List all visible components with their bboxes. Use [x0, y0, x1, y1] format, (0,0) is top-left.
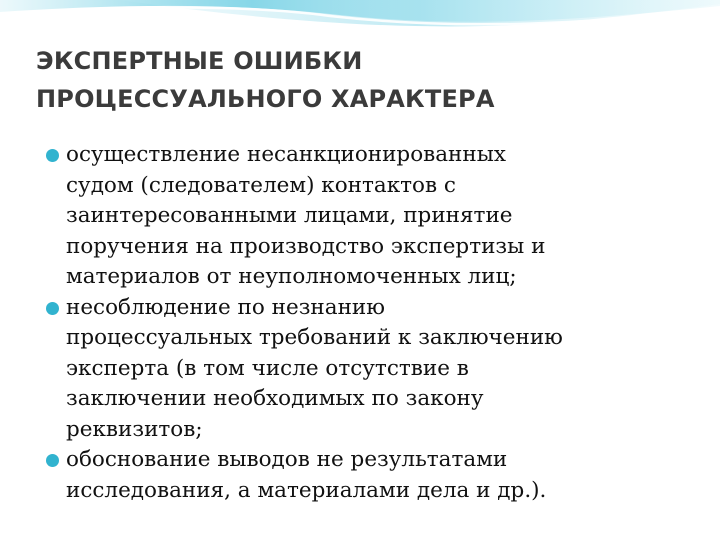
bullet-dot-icon — [46, 454, 59, 467]
bullet-item — [40, 445, 700, 506]
bullet-dot-icon — [46, 302, 59, 315]
decorative-wave-header — [0, 0, 720, 40]
bullet-text-line: заинтересованными лицами, принятие — [66, 203, 513, 228]
bullet-text-line: судом (следователем) контактов с — [66, 172, 456, 198]
bullet-item — [40, 293, 700, 446]
bullet-text-line: заключении необходимых по закону — [66, 386, 484, 411]
bullet-text-line: осуществление несанкционированных — [66, 142, 506, 167]
slide-title-line: ЭКСПЕРТНЫЕ ОШИБКИ — [36, 47, 363, 75]
bullet-text-line: исследования, а материалами дела и др.). — [66, 477, 547, 503]
bullet-text-line: эксперта (в том числе отсутствие в — [66, 355, 469, 381]
slide-title — [36, 42, 676, 118]
bullet-text-line: процессуальных требований к заключению — [66, 325, 563, 350]
bullet-item — [40, 140, 700, 293]
bullet-list — [40, 140, 700, 506]
bullet-text-line: несоблюдение по незнанию — [66, 294, 385, 320]
bullet-text-line: материалов от неуполномоченных лиц; — [66, 264, 517, 289]
bullet-dot-icon — [46, 149, 59, 162]
slide-title-line: ПРОЦЕССУАЛЬНОГО ХАРАКТЕРА — [36, 85, 495, 113]
bullet-text-line: обоснование выводов не результатами — [66, 447, 508, 472]
bullet-text-line: реквизитов; — [66, 416, 203, 442]
bullet-text-line: поручения на производство экспертизы и — [66, 233, 546, 259]
